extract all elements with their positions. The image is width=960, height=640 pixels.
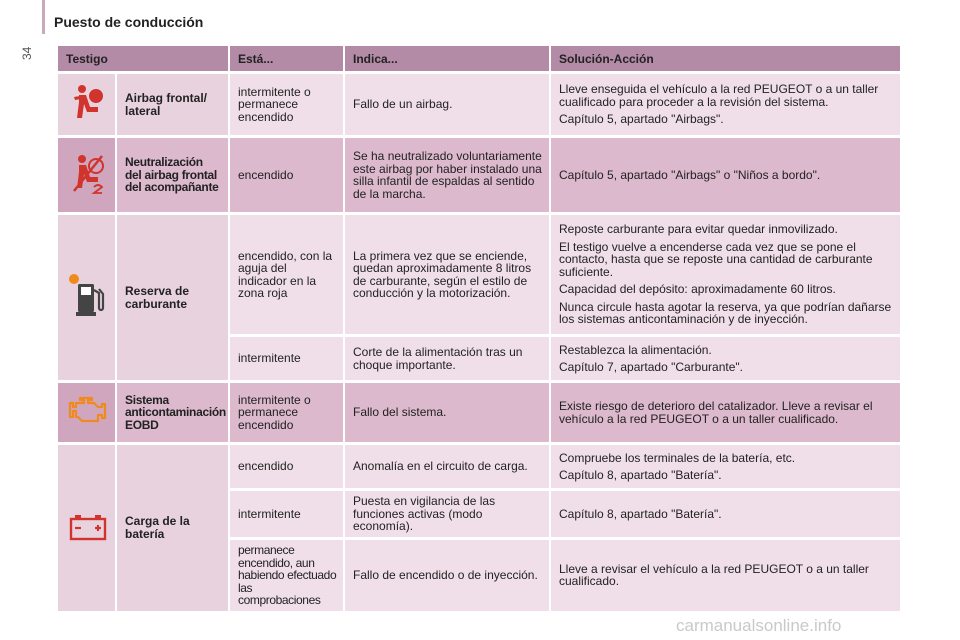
solution-fuel-1a: Reposte carburante para evitar quedar inmovilizado. xyxy=(559,222,838,237)
solution-airbag-ref: Capítulo 5, apartado "Airbags". xyxy=(559,112,724,127)
name-airbag: Airbag frontal/ lateral xyxy=(117,74,230,138)
solution-battery-1b: Capítulo 8, apartado "Batería". xyxy=(559,468,722,482)
name-battery: Carga de la batería xyxy=(117,445,230,614)
page-title: Puesto de conducción xyxy=(54,14,204,30)
indicates-battery-3: Fallo de encendido o de inyección. xyxy=(345,540,551,614)
col-header-indica: Indica... xyxy=(345,46,551,74)
icon-cell-airbag-off xyxy=(58,138,117,215)
solution-fuel-2 xyxy=(551,337,902,383)
status-eobd: intermitente o permanece encendido xyxy=(230,383,345,445)
solution-fuel-1d: Nunca circule hasta agotar la reserva, ya que podrían dañarse los sistemas anticontaminación y de inyección. xyxy=(559,299,892,327)
watermark-text: carmanualsonline.info xyxy=(676,616,842,635)
airbag-warning-icon xyxy=(71,84,105,122)
solution-eobd: Existe riesgo de deterioro del catalizador. Lleve a revisar el vehículo a la red PEUGEOT o a un taller cualificado. xyxy=(551,383,902,445)
col-header-solucion: Solución-Acción xyxy=(551,46,902,74)
table-row-battery-1 xyxy=(58,445,902,491)
solution-fuel-2a: Restablezca la alimentación. xyxy=(559,342,712,357)
warning-lights-table xyxy=(58,46,902,614)
status-battery-1: encendido xyxy=(230,445,345,491)
status-airbag: intermitente o permanece encendido xyxy=(230,74,345,138)
icon-cell-eobd xyxy=(58,383,117,445)
header-accent-bar xyxy=(42,0,45,34)
solution-airbag-off: Capítulo 5, apartado "Airbags" o "Niños a bordo". xyxy=(551,138,902,215)
indicates-fuel-2: Corte de la alimentación tras un choque importante. xyxy=(345,337,551,383)
table-header-row xyxy=(58,46,902,74)
solution-battery-1 xyxy=(551,445,902,491)
name-airbag-off: Neutralización del airbag frontal del acompañante xyxy=(117,138,230,215)
engine-check-icon xyxy=(66,395,112,427)
solution-fuel-2b: Capítulo 7, apartado "Carburante". xyxy=(559,360,743,374)
solution-fuel-1b: El testigo vuelve a encenderse cada vez que se pone el contacto, hasta que se reposte una cantidad de carburante suficiente. xyxy=(559,239,873,279)
solution-airbag-text: Lleve enseguida el vehículo a la red PEUGEOT o a un taller cualificado para proceder a la revisión del sistema. xyxy=(559,82,879,109)
indicates-eobd: Fallo del sistema. xyxy=(345,383,551,445)
col-header-esta: Está... xyxy=(230,46,345,74)
airbag-off-icon xyxy=(71,153,105,195)
solution-fuel-1c: Capacidad del depósito: aproximadamente 60 litros. xyxy=(559,282,836,297)
col-header-testigo: Testigo xyxy=(58,46,230,74)
table-row-eobd xyxy=(58,383,902,445)
table-row-airbag xyxy=(58,74,902,138)
status-fuel-2: intermitente xyxy=(230,337,345,383)
indicates-airbag: Fallo de un airbag. xyxy=(345,74,551,138)
name-eobd: Sistema anticontaminación EOBD xyxy=(117,383,230,445)
table-row-airbag-off xyxy=(58,138,902,215)
solution-battery-1a: Compruebe los terminales de la batería, etc. xyxy=(559,450,796,465)
name-fuel: Reserva de carburante xyxy=(117,215,230,383)
status-fuel-1: encendido, con la aguja del indicador en la zona roja xyxy=(230,215,345,337)
indicates-battery-1: Anomalía en el circuito de carga. xyxy=(345,445,551,491)
status-battery-3: permanece encendido, aun habiendo efectuado las comprobaciones xyxy=(230,540,345,614)
status-airbag-off: encendido xyxy=(230,138,345,215)
solution-fuel-1 xyxy=(551,215,902,337)
icon-cell-airbag xyxy=(58,74,117,138)
table-row-fuel-1 xyxy=(58,215,902,337)
icon-cell-battery xyxy=(58,445,117,614)
solution-battery-2: Capítulo 8, apartado "Batería". xyxy=(551,491,902,540)
solution-battery-3: Lleve a revisar el vehículo a la red PEUGEOT o a un taller cualificado. xyxy=(551,540,902,614)
indicates-airbag-off: Se ha neutralizado voluntariamente este airbag por haber instalado una silla infantil de espaldas al sentido de la marcha. xyxy=(345,138,551,215)
page-number: 34 xyxy=(20,46,34,60)
fuel-pump-icon xyxy=(66,272,110,320)
solution-airbag xyxy=(551,74,902,138)
indicates-fuel-1: La primera vez que se enciende, quedan aproximadamente 8 litros de carburante, según el estilo de conducción y la motorización. xyxy=(345,215,551,337)
indicates-battery-2: Puesta en vigilancia de las funciones activas (modo economía). xyxy=(345,491,551,540)
status-battery-2: intermitente xyxy=(230,491,345,540)
battery-icon xyxy=(68,513,108,541)
icon-cell-fuel xyxy=(58,215,117,383)
